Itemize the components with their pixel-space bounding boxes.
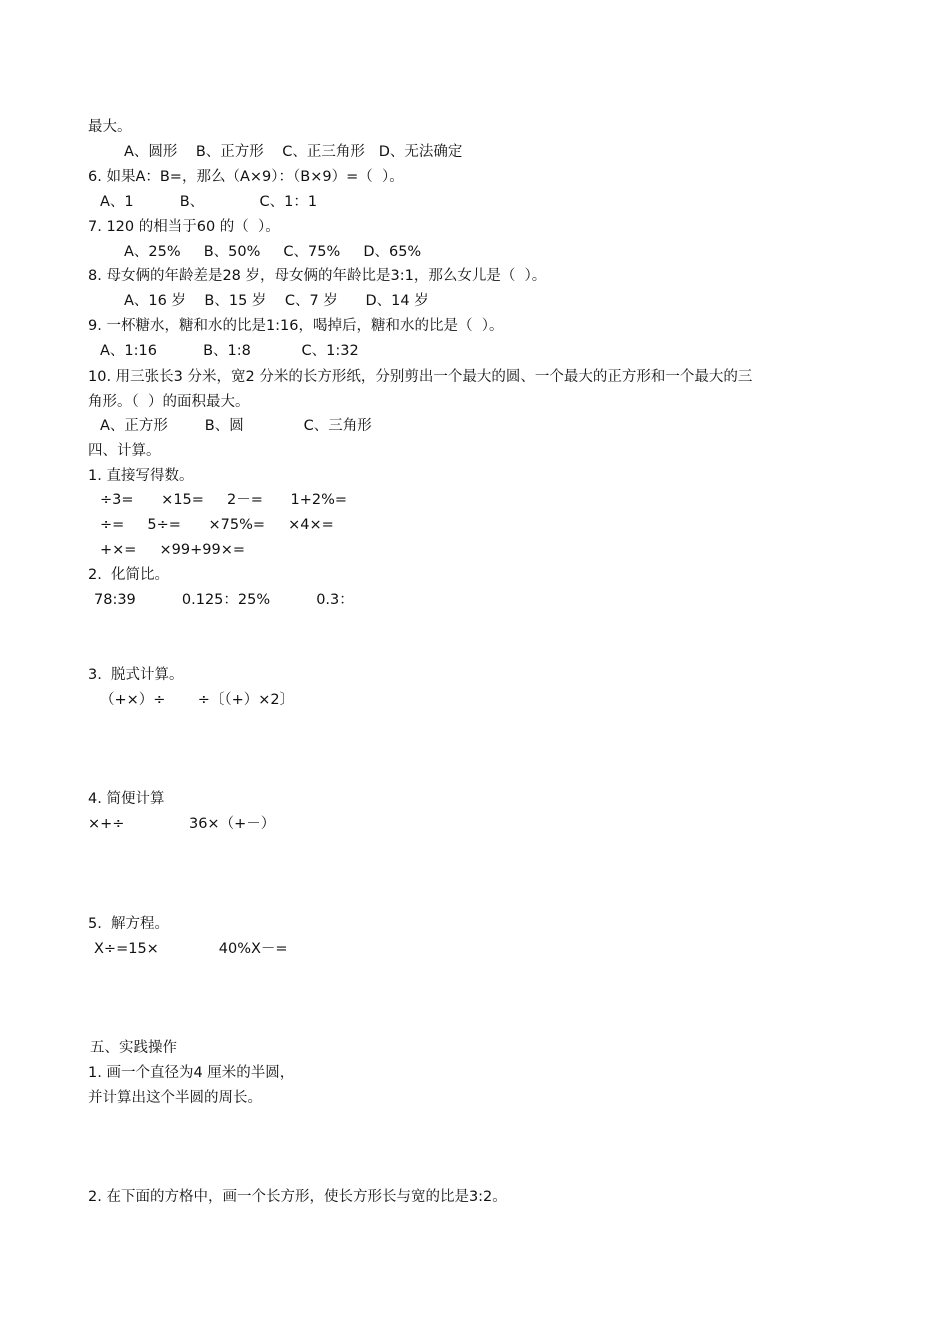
question-8: 8. 母女俩的年龄差是28 岁，母女俩的年龄比是3:1，那么女儿是（ ）。 <box>88 268 547 284</box>
calc-4-title: 4. 简便计算 <box>88 791 165 807</box>
question-10: 10. 用三张长3 分米，宽2 分米的长方形纸，分别剪出一个最大的圆、一个最大的正方形和一个最大的三 <box>88 369 753 385</box>
calc-1-title: 1. 直接写得数。 <box>88 468 194 484</box>
calc-1-row-1: ÷3= ×15= 2－= 1+2%= <box>100 492 348 508</box>
practice-1-line-2: 并计算出这个半圆的周长。 <box>88 1090 262 1106</box>
section-5-heading: 五、实践操作 <box>90 1040 177 1056</box>
practice-1-line-1: 1. 画一个直径为4 厘米的半圆， <box>88 1065 295 1081</box>
question-6: 6. 如果A：B=，那么（A×9）：（B×9）=（ ）。 <box>88 169 404 185</box>
question-9-options: A、1:16 B、1:8 C、1:32 <box>100 343 359 359</box>
question-10-options: A、正方形 B、圆 C、三角形 <box>100 418 372 434</box>
question-8-options: A、16 岁 B、15 岁 C、7 岁 D、14 岁 <box>124 293 429 309</box>
question-7-options: A、25% B、50% C、75% D、65% <box>124 244 422 260</box>
calc-1-row-3: +×= ×99+99×= <box>100 542 245 558</box>
calc-2-row: 78:39 0.125：25% 0.3： <box>94 592 354 608</box>
question-5-options: A、圆形 B、正方形 C、正三角形 D、无法确定 <box>124 144 463 160</box>
calc-3-row: （+×）÷ ÷〔（+）×2〕 <box>100 692 295 708</box>
calc-5-title: 5. 解方程。 <box>88 916 170 932</box>
question-9: 9. 一杯糖水，糖和水的比是1:16，喝掉后，糖和水的比是（ ）。 <box>88 318 504 334</box>
question-6-options: A、1 B、 C、1：1 <box>100 194 318 210</box>
practice-2: 2. 在下面的方格中，画一个长方形，使长方形长与宽的比是3:2。 <box>88 1189 507 1205</box>
calc-1-row-2: ÷= 5÷= ×75%= ×4×= <box>100 517 334 533</box>
calc-2-title: 2. 化简比。 <box>88 567 170 583</box>
section-4-heading: 四、计算。 <box>88 443 161 459</box>
question-5-continuation: 最大。 <box>88 119 132 135</box>
calc-5-row: X÷=15× 40%X－= <box>94 941 288 957</box>
calc-3-title: 3. 脱式计算。 <box>88 667 184 683</box>
question-7: 7. 120 的相当于60 的（ ）。 <box>88 219 280 235</box>
question-10-continuation: 角形。（ ）的面积最大。 <box>88 394 250 410</box>
calc-4-row: ×+÷ 36×（+－） <box>88 816 276 832</box>
